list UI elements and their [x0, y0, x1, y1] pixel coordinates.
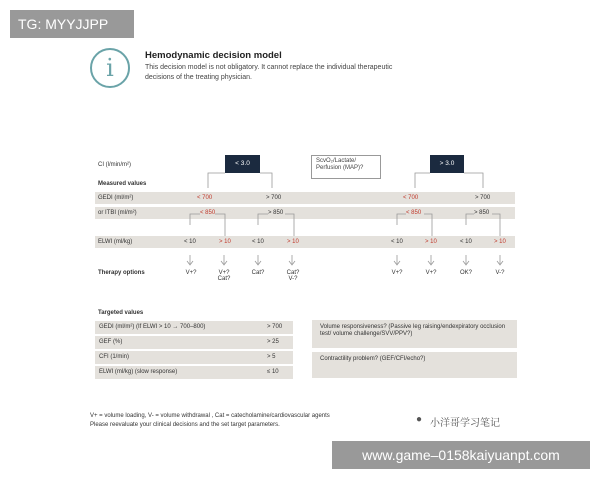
- target-row-cfi-value: > 5: [267, 354, 276, 360]
- channel-tag: TG: MYYJJPP: [10, 10, 134, 38]
- right-itbi-high: > 850: [474, 210, 490, 216]
- right-itbi-low: < 850: [406, 210, 422, 216]
- left-gedi-high: > 700: [266, 195, 282, 201]
- page-title: Hemodynamic decision model: [145, 50, 282, 61]
- ci-low-box: < 3.0: [225, 155, 260, 173]
- left-itbi-high: > 850: [268, 210, 284, 216]
- left-itbi-low: < 850: [200, 210, 216, 216]
- right-gedi-high: > 700: [475, 195, 491, 201]
- left-elwi-4: > 10: [287, 239, 299, 245]
- measured-values-heading: Measured values: [98, 181, 147, 187]
- target-row-gedi-value: > 700: [267, 324, 283, 330]
- gedi-label: GEDI (ml/m²): [98, 195, 134, 201]
- right-gedi-low: < 700: [403, 195, 419, 201]
- wechat-icon: ●: [416, 414, 423, 425]
- page-subtitle: This decision model is not obligatory. It cannot replace the individual therapeutic decisions of the treating physician.: [145, 64, 393, 81]
- ci-high-box: > 3.0: [430, 155, 464, 173]
- right-therapy-1: V+?: [391, 270, 403, 276]
- target-row-gedi: [95, 321, 293, 334]
- left-therapy-4: Cat? V-?: [286, 270, 300, 282]
- left-therapy-2: V+? Cat?: [217, 270, 231, 282]
- footnote-abbreviations: V+ = volume loading, V- = volume withdrawal , Cat = catecholamine/cardiovascular agents: [90, 413, 330, 419]
- left-therapy-3: Cat?: [251, 270, 265, 276]
- right-elwi-1: < 10: [391, 239, 403, 245]
- target-row-cfi: [95, 351, 293, 364]
- info-icon: i: [90, 48, 130, 88]
- right-elwi-2: > 10: [425, 239, 437, 245]
- elwi-label: ELWI (ml/kg): [98, 239, 133, 245]
- website-tag: www.game–0158kaiyuanpt.com: [332, 441, 590, 469]
- therapy-options-label: Therapy options: [98, 270, 145, 276]
- right-therapy-4: V-?: [495, 270, 505, 276]
- target-row-cfi-label: CFI (1/min): [99, 354, 129, 360]
- right-elwi-4: > 10: [494, 239, 506, 245]
- itbi-label: or ITBI (ml/m²): [98, 210, 137, 216]
- footnote-reevaluate: Please reevaluate your clinical decisions and the set target parameters.: [90, 422, 280, 428]
- watermark-text: 小洋哥学习笔记: [430, 418, 500, 429]
- target-row-elwi: [95, 366, 293, 379]
- left-elwi-1: < 10: [184, 239, 196, 245]
- right-therapy-3: OK?: [459, 270, 472, 276]
- perfusion-question-box: ScvO₂/Lactate/ Perfusion (MAP)?: [311, 155, 381, 179]
- target-row-elwi-value: ≤ 10: [267, 369, 279, 375]
- left-elwi-3: < 10: [252, 239, 264, 245]
- left-elwi-2: > 10: [219, 239, 231, 245]
- target-row-gef: [95, 336, 293, 349]
- right-elwi-3: < 10: [460, 239, 472, 245]
- left-gedi-low: < 700: [197, 195, 213, 201]
- target-row-gef-value: > 25: [267, 339, 279, 345]
- target-row-elwi-label: ELWI (ml/kg) (slow response): [99, 369, 178, 375]
- target-row-gedi-label: GEDI (ml/m²) (If ELWI > 10 → 700–800): [99, 324, 206, 330]
- target-row-gef-label: GEF (%): [99, 339, 123, 345]
- targeted-values-heading: Targeted values: [98, 310, 144, 316]
- right-therapy-2: V+?: [425, 270, 437, 276]
- ci-label: CI (l/min/m²): [98, 162, 131, 168]
- volume-responsiveness-box: Volume responsiveness? (Passive leg raising/endexpiratory occlusion test/ volume challenge/SVV/PPV?): [312, 320, 517, 348]
- contractility-box: Contractility problem? (GEF/CFI/echo?): [312, 352, 517, 378]
- left-therapy-1: V+?: [185, 270, 197, 276]
